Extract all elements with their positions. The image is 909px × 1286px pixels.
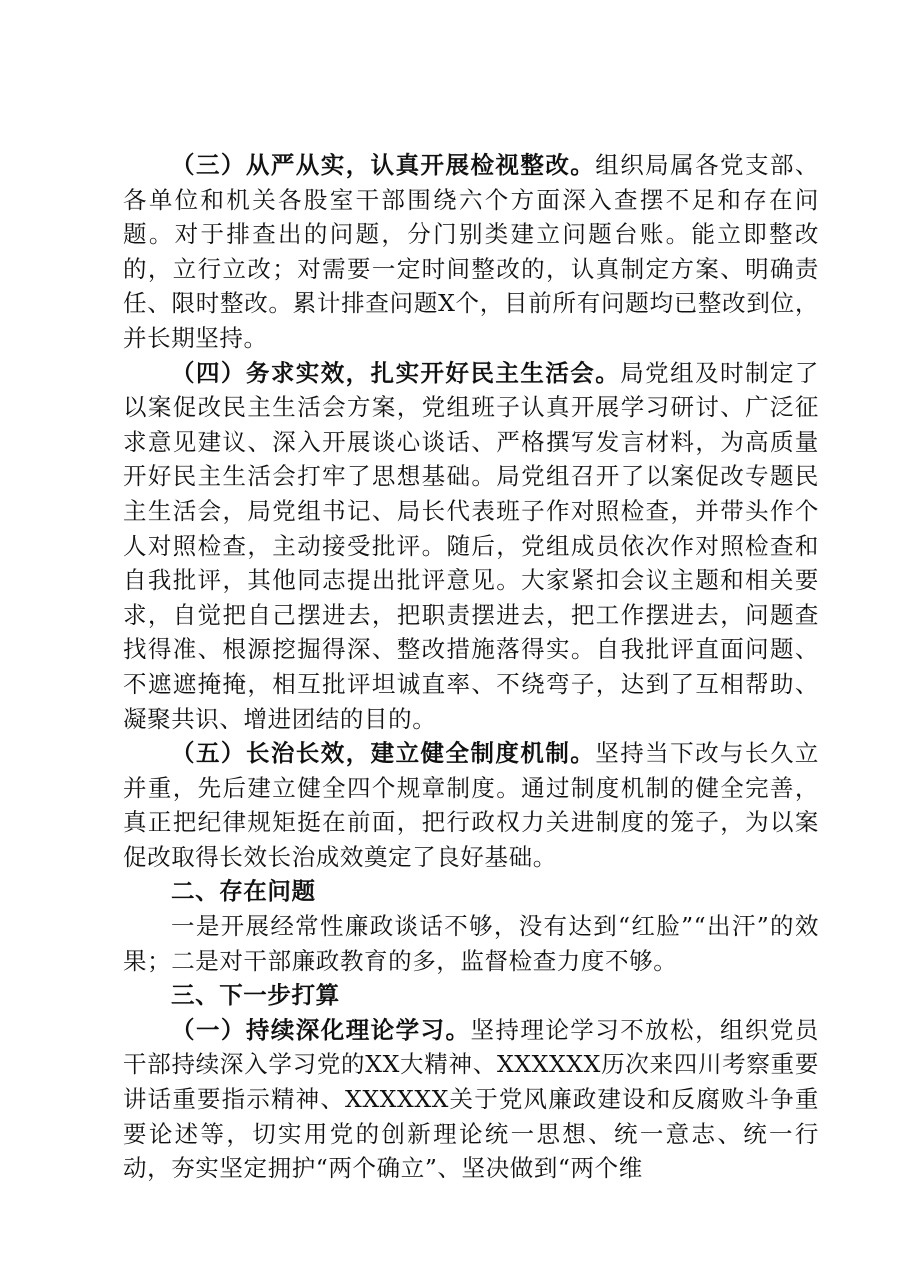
paragraph-democratic-life-meeting [123,356,819,737]
paragraph-institution-building [123,736,819,874]
paragraph-lead: （五）长治长效，建立健全制度机制。 [171,739,596,768]
section-heading-problems: 二、存在问题 [171,877,316,906]
document-body [123,148,819,1186]
paragraph-text: 组织局属各党支部、各单位和机关各股室干部围绕六个方面深入查摆不足和存在问题。对于排查出的问题，分门别类建立问题台账。能立即整改的，立行立改；对需要一定时间整改的，认真制定方案、明确责任、限时整改。累计排查问题X个，目前所有问题均已整改到位，并长期坚持。 [123,151,819,352]
paragraph-text: 坚持理论学习不放松，组织党员干部持续深入学习党的XX大精神、XXXXXX历次来四川考察重要讲话重要指示精神、XXXXXX关于党风廉政建设和反腐败斗争重要论述等，切实用党的创新理论统一思想、统一意志、统一行动，夯实坚定拥护“两个确立”、坚决做到“两个维 [123,1015,819,1183]
paragraph-problems [123,909,819,978]
paragraph-text: 坚持当下改与长久立并重，先后建立健全四个规章制度。通过制度机制的健全完善，真正把纪律规矩挺在前面，把行政权力关进制度的笼子，为以案促改取得长效长治成效奠定了良好基础。 [123,739,819,871]
paragraph-theory-study [123,1013,819,1186]
paragraph-lead: （四）务求实效，扎实开好民主生活会。 [171,358,621,387]
paragraph-lead: （一）持续深化理论学习。 [171,1015,471,1044]
section-heading-next-steps: 三、下一步打算 [171,981,340,1010]
paragraph-text: 局党组及时制定了以案促改民主生活会方案，党组班子认真开展学习研讨、广泛征求意见建议、深入开展谈心谈话、严格撰写发言材料，为高质量开好民主生活会打牢了思想基础。局党组召开了以案促改专题民主生活会，局党组书记、局长代表班子作对照检查，并带头作个人对照检查，主动接受批评。随后，党组成员依次作对照检查和自我批评，其他同志提出批评意见。大家紧扣会议主题和相关要求，自觉把自己摆进去，把职责摆进去，把工作摆进去，问题查找得准、根源挖掘得深、整改措施落得实。自我批评直面问题、不遮遮掩掩，相互批评坦诚直率、不绕弯子，达到了互相帮助、凝聚共识、增进团结的目的。 [123,358,819,733]
paragraph-lead: （三）从严从实，认真开展检视整改。 [171,151,596,179]
paragraph-text: 一是开展经常性廉政谈话不够，没有达到“红脸”“出汗”的效果；二是对干部廉政教育的多，监督检查力度不够。 [123,912,819,975]
paragraph-rectification [123,148,819,356]
